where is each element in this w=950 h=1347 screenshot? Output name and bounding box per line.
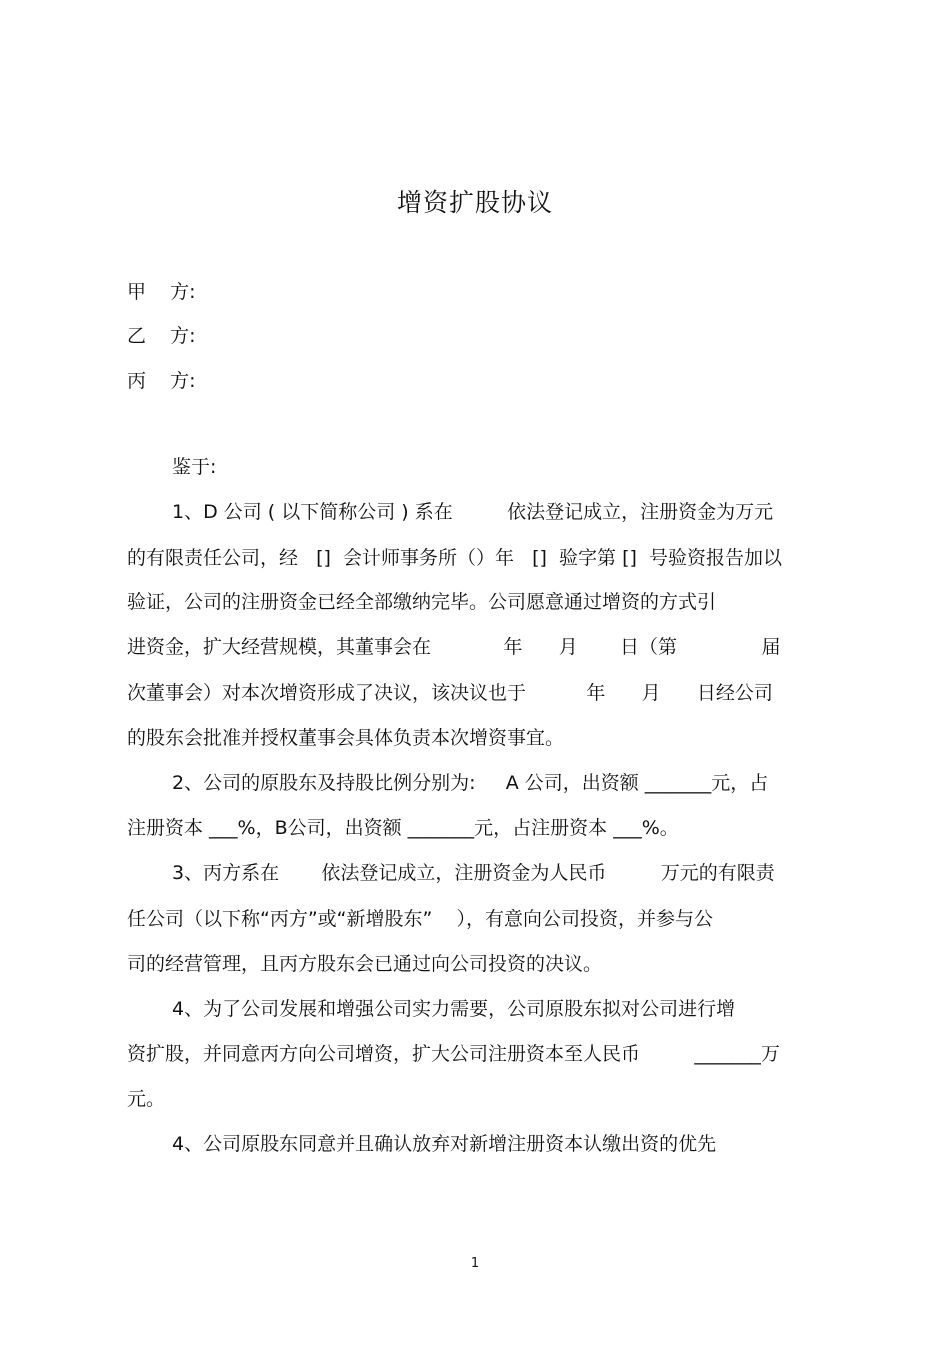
clause-3-line-1: 3、丙方系在 依法登记成立，注册资金为人民币 万元的有限责 (172, 862, 775, 884)
party-c-label: 丙 方: (127, 370, 196, 392)
clause-1-line-3: 验证，公司的注册资金已经全部缴纳完毕。公司愿意通过增资的方式引 (127, 591, 717, 613)
clause-4-line-3: 元。 (127, 1088, 166, 1110)
clause-5-line-1: 4、公司原股东同意并且确认放弃对新增注册资本认缴出资的优先 (172, 1133, 717, 1155)
clause-2-line-2: 注册资本 ___%，B公司，出资额 _______元，占注册资本 ___%。 (127, 817, 679, 839)
page-number: 1 (470, 1256, 480, 1271)
clause-2-line-1: 2、公司的原股东及持股比例分别为: A 公司，出资额 _______元，占 (172, 772, 769, 794)
whereas-heading: 鉴于: (172, 456, 217, 478)
clause-1-line-1: 1、D 公司 ( 以下简称公司 ) 系在 依法登记成立，注册资金为万元 (172, 501, 774, 523)
clause-4-line-2: 资扩股，并同意丙方向公司增资，扩大公司注册资本至人民币 _______万 (127, 1043, 780, 1065)
clause-1-line-2: 的有限责任公司，经 [] 会计师事务所（）年 [] 验字第 [] 号验资报告加以 (127, 547, 782, 569)
clause-1-line-5: 次董事会）对本次增资形成了决议，该决议也于 年 月 日经公司 (127, 682, 773, 704)
clause-3-line-2: 任公司（以下称“丙方”或“新增股东” ），有意向公司投资，并参与公 (127, 908, 714, 930)
clause-3-line-3: 司的经营管理，且丙方股东会已通过向公司投资的决议。 (127, 953, 603, 975)
clause-4-line-1: 4、为了公司发展和增强公司实力需要，公司原股东拟对公司进行增 (172, 998, 736, 1020)
party-b-label: 乙 方: (127, 325, 196, 347)
clause-1-line-6: 的股东会批准并授权董事会具体负责本次增资事宜。 (127, 727, 565, 749)
clause-1-line-4: 进资金，扩大经营规模，其董事会在 年 月 日（第 届 (127, 636, 781, 658)
party-a-label: 甲 方: (127, 281, 196, 303)
document-title: 增资扩股协议 (396, 188, 553, 217)
